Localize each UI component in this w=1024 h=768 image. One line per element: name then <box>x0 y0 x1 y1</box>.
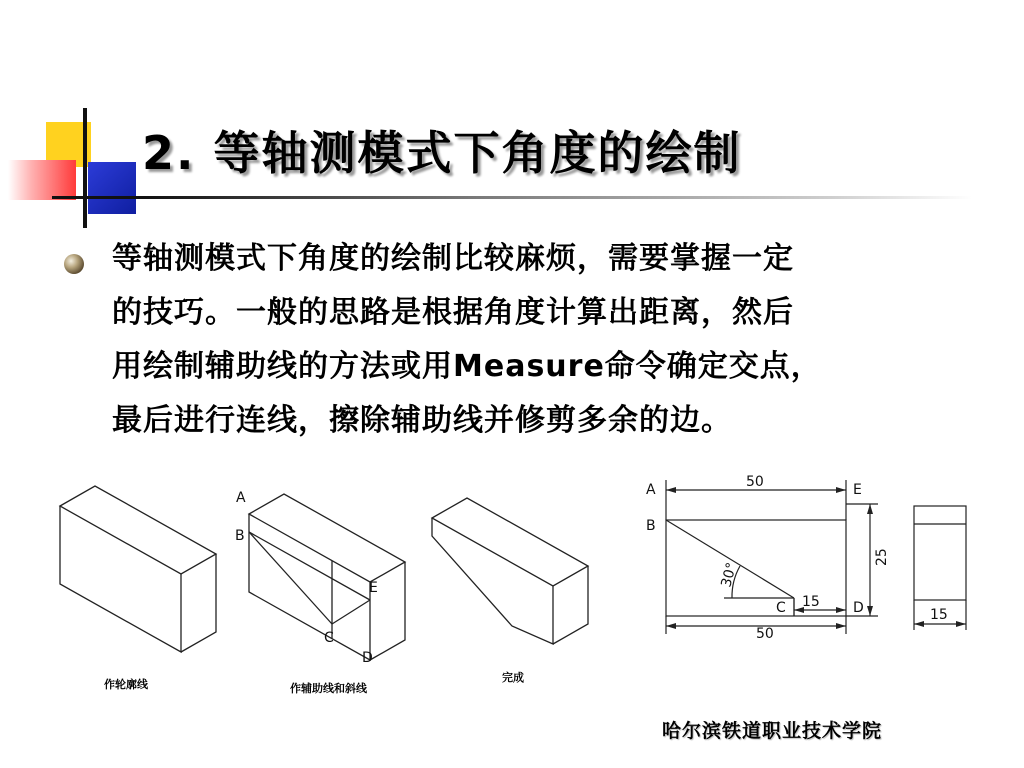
paragraph-line-3: 用绘制辅助线的方法或用Measure命令确定交点， <box>112 349 822 384</box>
front-label-d: D <box>853 600 864 616</box>
dim-top-50: 50 <box>746 474 764 490</box>
caption-outline: 作轮廓线 <box>104 678 148 691</box>
title-underline <box>52 196 972 199</box>
paragraph-line-4: 最后进行连线，擦除辅助线并修剪多余的边。 <box>112 403 732 438</box>
side-dim-15: 15 <box>930 607 948 623</box>
paragraph-line-2: 的技巧。一般的思路是根据角度计算出距离，然后 <box>112 295 794 330</box>
bullet-icon <box>64 254 84 274</box>
front-label-a: A <box>646 482 656 498</box>
front-label-b: B <box>646 518 656 534</box>
footer-institution: 哈尔滨铁道职业技术学院 <box>662 720 883 742</box>
label-b: B <box>235 528 245 544</box>
decor-vertical-line <box>83 108 87 228</box>
caption-auxiliary: 作辅助线和斜线 <box>290 682 367 695</box>
dim-bottom-50: 50 <box>756 626 774 642</box>
front-label-c: C <box>776 600 786 616</box>
decor-red-square <box>8 160 76 200</box>
paragraph-line-1: 等轴测模式下角度的绘制比较麻烦，需要掌握一定 <box>112 241 794 276</box>
label-d: D <box>362 650 373 666</box>
label-a: A <box>236 490 246 506</box>
dim-height-25: 25 <box>874 548 890 566</box>
dim-cd-15: 15 <box>802 594 820 610</box>
label-e: E <box>369 580 378 596</box>
decor-blue-square <box>88 162 136 214</box>
label-c: C <box>324 630 334 646</box>
front-label-e: E <box>853 482 862 498</box>
figure-front-view <box>640 470 890 640</box>
caption-finished: 完成 <box>502 671 524 684</box>
angle-30: 30° <box>718 560 741 590</box>
figure-finished <box>424 492 600 654</box>
figure-outline-box <box>50 478 230 654</box>
body-paragraph <box>112 232 992 448</box>
figure-side-view <box>906 500 976 636</box>
figure-auxiliary-lines <box>232 484 412 664</box>
slide-title: 2. 等轴测模式下角度的绘制 <box>142 126 742 180</box>
